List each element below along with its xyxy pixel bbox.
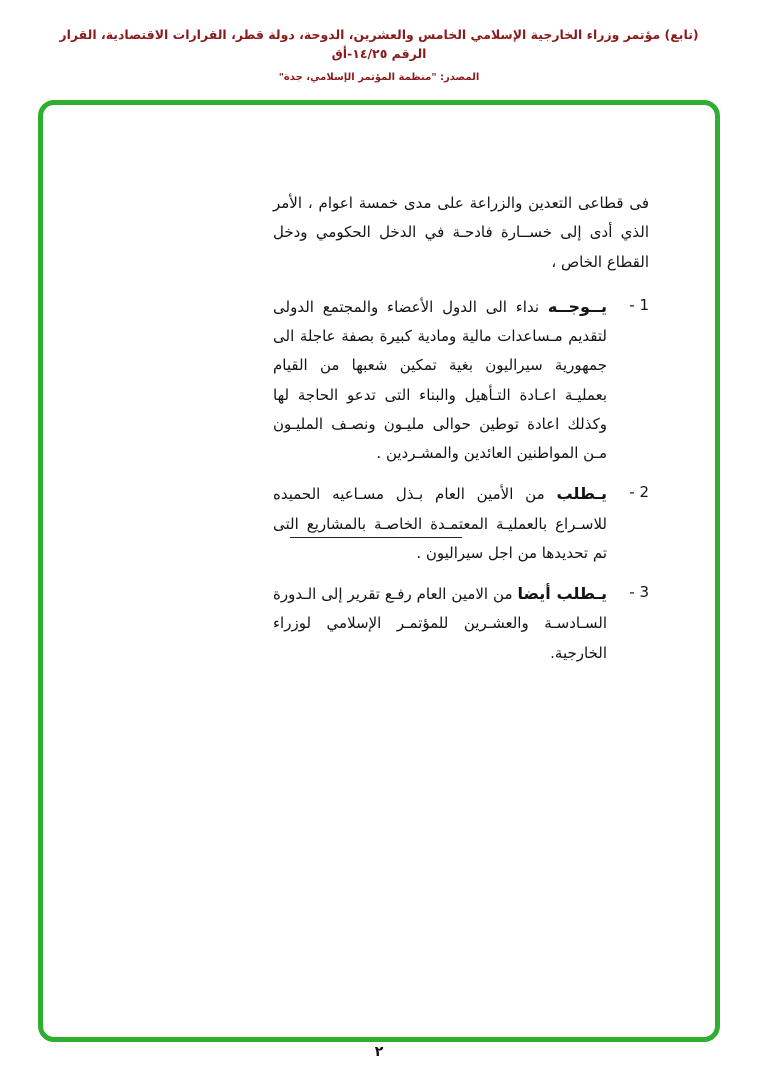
item-number: 2 - xyxy=(629,483,649,502)
item-text xyxy=(273,478,607,568)
item-lead: يـطلب أيضا xyxy=(517,584,607,603)
item-number: 1 - xyxy=(629,295,649,314)
document-header xyxy=(0,26,758,83)
item-lead: يـطلب xyxy=(556,484,607,504)
list-item-2 xyxy=(273,478,649,568)
document-body-text xyxy=(273,189,649,678)
item-lead: يــوجــه xyxy=(547,296,607,316)
header-title: (تابع) مؤتمر وزراء الخارجية الإسلامي الخامس والعشرين، الدوحة، دولة قطر، القرارات الاقتصادية، القرار الرقم ١٤/٢٥-أق xyxy=(59,27,699,61)
header-source: المصدر: "منظمة المؤتمر الإسلامي، جدة" xyxy=(278,71,480,83)
item-text xyxy=(273,578,607,668)
item-body: من الأمين العام بـذل مسـاعيه الحميده للاسـراع بالعمليـة المعتمـدة الخاصـة بالمشاريع التى تم تحديدها من اجل سيراليون . xyxy=(273,485,607,562)
page-number: ٢ xyxy=(374,1044,384,1060)
intro-paragraph: فى قطاعى التعدين والزراعة على مدى خمسة اعوام ، الأمر الذي أدى إلى خســارة فادحـة في الدخل الحكومي ودخل القطاع الخاص ، xyxy=(273,194,649,271)
item-number: 3 - xyxy=(629,583,649,601)
green-border-frame xyxy=(38,100,720,1042)
list-item-1 xyxy=(273,291,649,469)
item-text xyxy=(273,291,607,469)
list-item-3 xyxy=(273,578,649,668)
item-body: من الامين العام رفـع تقرير إلى الـدورة السـادسـة والعشـرين للمؤتمـر الإسلامي لوزراء الخارجية. xyxy=(273,585,607,662)
item-body: نداء الى الدول الأعضاء والمجتمع الدولى لتقديم مـساعدات مالية ومادية كبيرة بصفة عاجلة الى جمهورية سيراليون بغية تمكين شعبها من القيام بعمليـة اعـادة التـأهيل والبناء التى تدعو الحاجة لها وكذلك اعادة توطين حوالى مليـون ونصـف المليـون مـن المواطنين العائدين والمشـردين . xyxy=(273,297,607,462)
end-of-text-divider xyxy=(290,537,462,538)
